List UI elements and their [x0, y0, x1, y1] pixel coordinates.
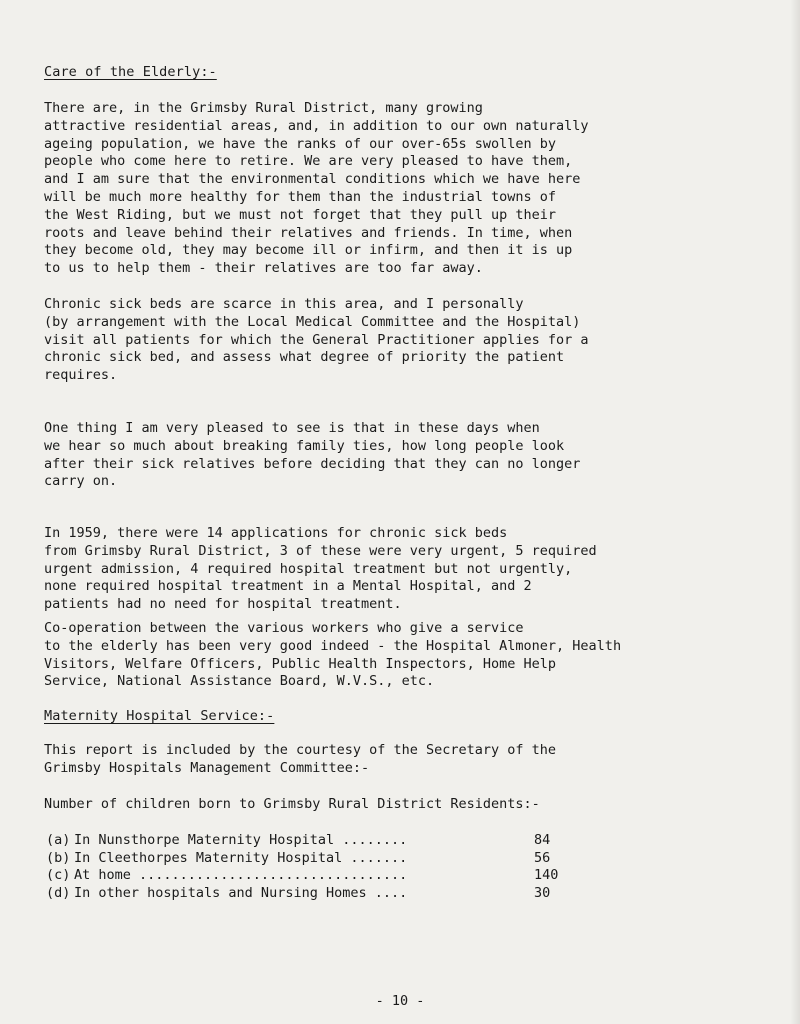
- paragraph-elderly-4: In 1959, there were 14 applications for chronic sick beds from Grimsby Rural District, 3 of these were very urgent, 5 required urgent admission, 4 required hospital treatment but not urgently, none required hospital treatment in a Mental Hospital, and 2 patients had no need for hospital treatment.: [44, 525, 597, 613]
- list-item-value: 30: [534, 884, 551, 901]
- paragraph-elderly-1: There are, in the Grimsby Rural District, many growing attractive residential areas, and, in addition to our own naturally ageing population, we have the ranks of our over-65s swollen by people who come here to retire. We are very pleased to have them, and I am sure that the environmental conditions which we have here will be much more healthy for them than the industrial towns of the West Riding, but we must not forget that they pull up their roots and leave behind their relatives and friends. In time, when they become old, they may become ill or infirm, and then it is up to us to help them - their relatives are too far away.: [44, 100, 589, 277]
- list-item-value: 140: [534, 867, 559, 884]
- birth-list-title: Number of children born to Grimsby Rural District Residents:-: [44, 796, 540, 812]
- paragraph-elderly-5: Co-operation between the various workers who give a service to the elderly has been very good indeed - the Hospital Almoner, Health Visitors, Welfare Officers, Public Health Inspectors, Home Help Service, National Assistance Board, W.V.S., etc.: [44, 620, 622, 690]
- list-item-label: In other hospitals and Nursing Homes ....: [74, 884, 408, 901]
- list-item: [46, 850, 574, 868]
- list-item-value: 84: [534, 832, 551, 848]
- page-edge-shadow: [790, 0, 800, 1024]
- paragraph-elderly-3: One thing I am very pleased to see is that in these days when we hear so much about breaking family ties, how long people look after their sick relatives before deciding that they can no longer carry on.: [44, 420, 581, 490]
- paragraph-maternity-intro: This report is included by the courtesy of the Secretary of the Grimsby Hospitals Management Committee:-: [44, 742, 557, 776]
- list-item-label: In Nunsthorpe Maternity Hospital ........: [74, 832, 408, 848]
- list-item: [46, 885, 574, 903]
- list-item-marker: (b): [46, 849, 71, 866]
- list-item: [46, 832, 574, 850]
- list-item-marker: (d): [46, 884, 71, 901]
- section-heading-elderly: Care of the Elderly:-: [44, 64, 217, 80]
- section-heading-maternity: Maternity Hospital Service:-: [44, 708, 275, 724]
- list-item: [46, 867, 574, 885]
- paragraph-elderly-2: Chronic sick beds are scarce in this area, and I personally (by arrangement with the Local Medical Committee and the Hospital) visit all patients for which the General Practitioner applies for a chronic sick bed, and assess what degree of priority the patient requires.: [44, 296, 589, 384]
- list-item-label: At home .................................: [74, 867, 408, 884]
- list-item-value: 56: [534, 849, 551, 866]
- list-item-marker: (c): [46, 867, 71, 884]
- list-item-marker: (a): [46, 832, 71, 848]
- list-item-label: In Cleethorpes Maternity Hospital .......: [74, 849, 408, 866]
- birth-location-list: [46, 832, 574, 902]
- page-number: - 10 -: [375, 993, 425, 1009]
